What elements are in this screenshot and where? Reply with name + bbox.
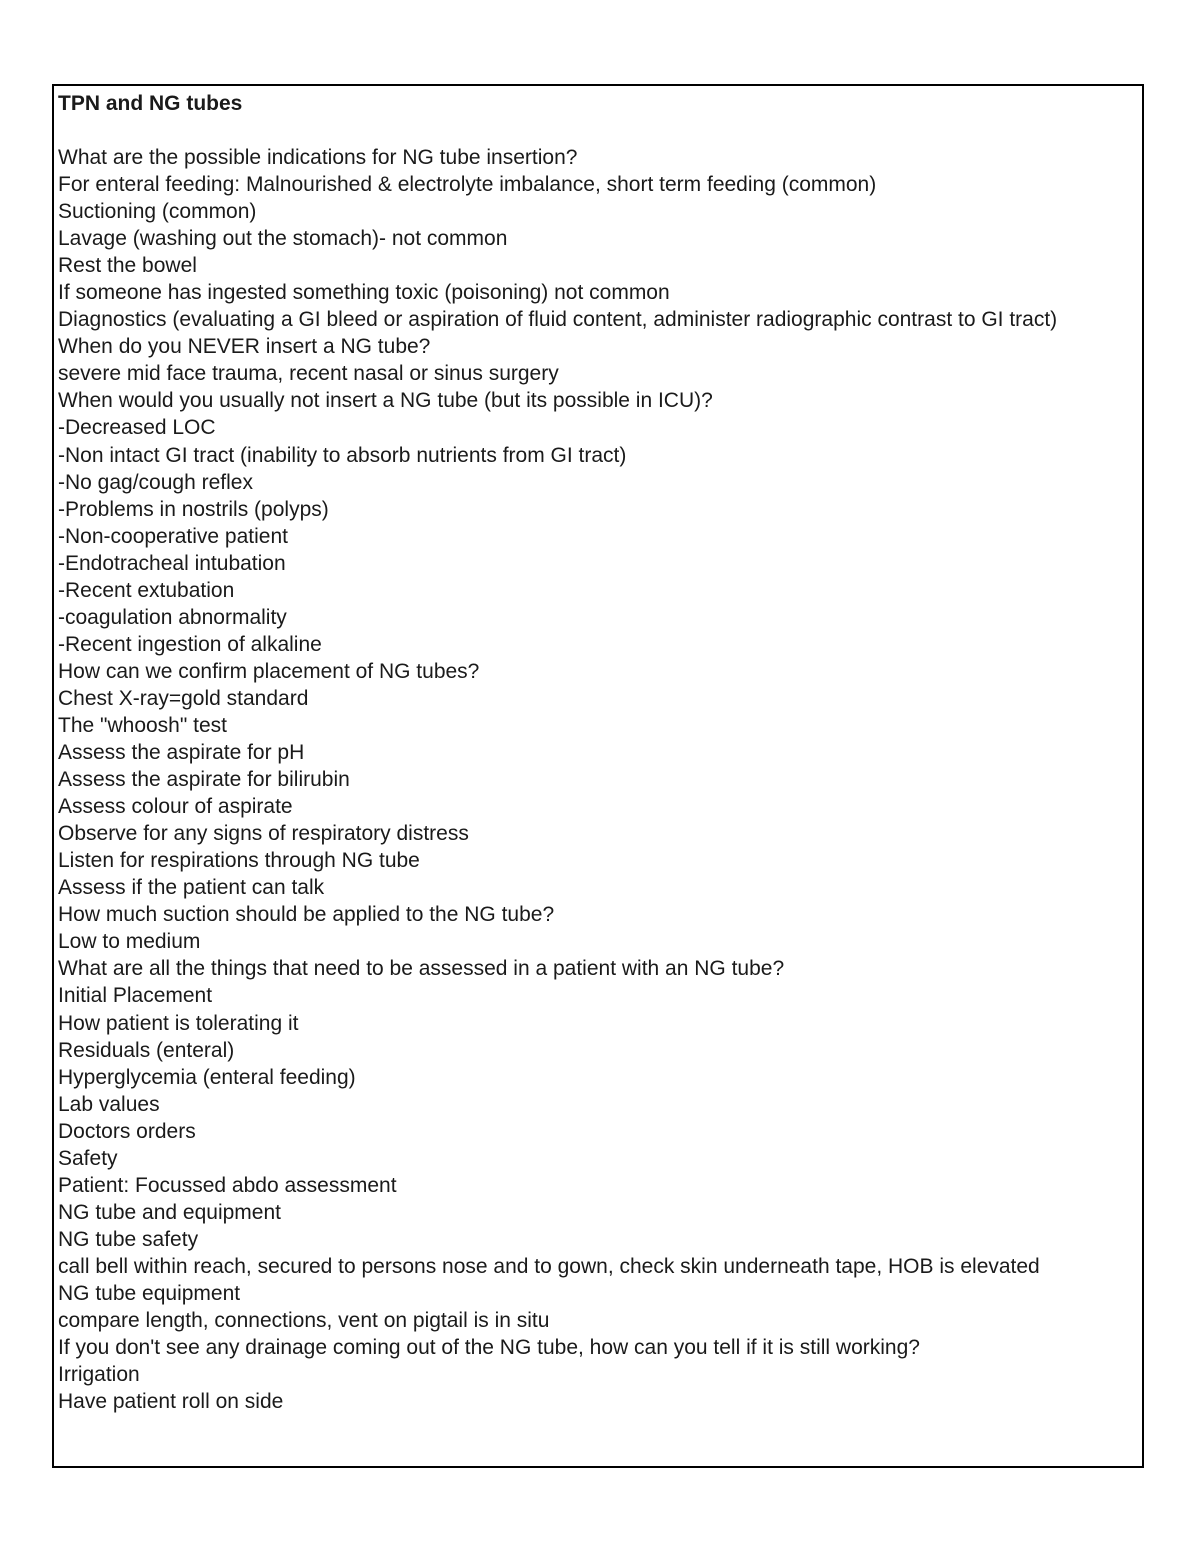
text-line: Patient: Focussed abdo assessment [58,1173,397,1197]
document-lines [58,144,1122,1415]
document-title: TPN and NG tubes [58,92,243,115]
text-line: Suctioning (common) [58,200,257,224]
text-line: Low to medium [58,930,201,954]
text-line: Observe for any signs of respiratory distress [58,822,469,846]
text-line: -Endotracheal intubation [58,551,286,575]
text-line: Safety [58,1146,118,1170]
text-line: -Non-cooperative patient [58,524,288,548]
text-line: Listen for respirations through NG tube [58,849,420,873]
text-line: When would you usually not insert a NG tube (but its possible in ICU)? [58,389,713,413]
text-line: -coagulation abnormality [58,605,287,629]
text-line: Irrigation [58,1363,140,1387]
text-line: When do you NEVER insert a NG tube? [58,335,431,359]
text-line: -Decreased LOC [58,416,216,440]
text-line: severe mid face trauma, recent nasal or sinus surgery [58,362,559,386]
text-line: compare length, connections, vent on pigtail is in situ [58,1309,550,1333]
text-line: Assess the aspirate for bilirubin [58,768,350,792]
text-line: How much suction should be applied to the NG tube? [58,903,555,927]
text-line: What are all the things that need to be assessed in a patient with an NG tube? [58,957,785,981]
text-line: Diagnostics (evaluating a GI bleed or aspiration of fluid content, administer radiographic contrast to GI tract) [58,308,1058,332]
text-line: If someone has ingested something toxic (poisoning) not common [58,281,670,305]
text-line: Hyperglycemia (enteral feeding) [58,1065,356,1089]
text-line: The "whoosh" test [58,713,227,737]
text-line: For enteral feeding: Malnourished & electrolyte imbalance, short term feeding (common) [58,173,877,197]
text-line: -Recent extubation [58,578,235,602]
text-line: Chest X-ray=gold standard [58,686,309,710]
text-line: Assess colour of aspirate [58,795,293,819]
text-line: How patient is tolerating it [58,1011,299,1035]
text-line: Lavage (washing out the stomach)- not common [58,227,508,251]
text-line: Residuals (enteral) [58,1038,235,1062]
text-line: -No gag/cough reflex [58,470,253,494]
text-line: Assess the aspirate for pH [58,741,305,765]
text-line: Doctors orders [58,1119,196,1143]
text-line: NG tube safety [58,1227,199,1251]
text-line: call bell within reach, secured to persons nose and to gown, check skin underneath tape, HOB is elevated [58,1254,1040,1278]
document-frame [52,84,1144,1468]
text-line: Initial Placement [58,984,213,1008]
text-line: Assess if the patient can talk [58,876,325,900]
text-line: What are the possible indications for NG tube insertion? [58,146,578,169]
text-line: How can we confirm placement of NG tubes? [58,659,480,683]
text-line: -Recent ingestion of alkaline [58,632,322,656]
text-line: Lab values [58,1092,160,1116]
text-line: NG tube equipment [58,1281,241,1305]
text-line: -Problems in nostrils (polyps) [58,497,329,521]
text-line: NG tube and equipment [58,1200,281,1224]
text-line: Have patient roll on side [58,1390,284,1414]
text-line: -Non intact GI tract (inability to absorb nutrients from GI tract) [58,443,627,467]
text-line: Rest the bowel [58,254,197,278]
text-line: If you don't see any drainage coming out of the NG tube, how can you tell if it is still working? [58,1336,920,1360]
